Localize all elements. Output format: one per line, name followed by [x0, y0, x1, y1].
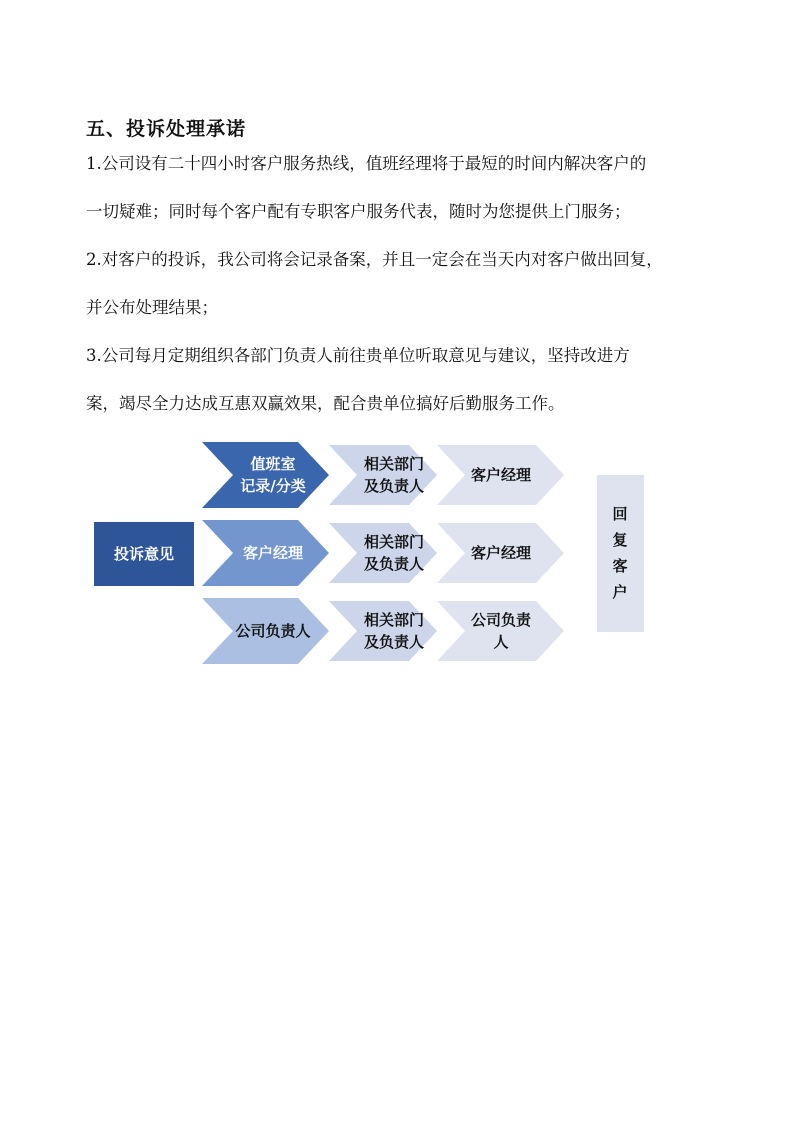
row-1-second-step-label-line-1: 相关部门	[363, 455, 425, 473]
row-3-third-step	[437, 601, 564, 661]
end-box	[597, 475, 644, 632]
paragraph-line-6: 案，竭尽全力达成互惠双赢效果，配合贵单位搞好后勤服务工作。	[86, 394, 565, 413]
end-box-label-line-3: 客	[612, 557, 628, 575]
row-1-first-step-label-line-2: 记录/分类	[240, 477, 306, 495]
paragraph-line-5: 3.公司每月定期组织各部门负责人前往贵单位听取意见与建议，坚持改进方	[86, 346, 630, 365]
paragraph-line-2: 一切疑难；同时每个客户配有专职客户服务代表，随时为您提供上门服务；	[86, 202, 631, 221]
row-3-third-step-label-line-1: 公司负责	[470, 611, 532, 629]
row-1-first-step	[202, 442, 329, 508]
row-2-second-step-label-line-1: 相关部门	[363, 533, 425, 551]
row-3-third-step-label-line-2: 人	[493, 633, 509, 651]
paragraph-line-4: 并公布处理结果；	[86, 298, 218, 317]
row-3-second-step-label-line-1: 相关部门	[363, 611, 425, 629]
row-1-third-step-label-line-1: 客户经理	[470, 466, 532, 484]
row-3-second-step	[329, 601, 437, 661]
end-box-label-line-1: 回	[612, 505, 628, 523]
row-2-third-step-label-line-1: 客户经理	[470, 544, 532, 562]
row-1-first-step-label-line-1: 值班室	[250, 455, 296, 473]
row-1-second-step-label-line-2: 及负责人	[363, 477, 425, 495]
paragraph-line-1: 1.公司设有二十四小时客户服务热线，值班经理将于最短的时间内解决客户的	[86, 154, 647, 173]
row-2-second-step	[329, 523, 437, 583]
row-2-second-step-label-line-2: 及负责人	[363, 555, 425, 573]
row-1-second-step	[329, 445, 437, 505]
end-box-label-line-2: 复	[612, 531, 628, 549]
paragraph-line-3: 2.对客户的投诉，我公司将会记录备案，并且一定会在当天内对客户做出回复，	[86, 250, 663, 269]
row-2-first-step-label-line-1: 客户经理	[242, 544, 304, 562]
row-3-first-step-label-line-1: 公司负责人	[235, 622, 311, 640]
row-3-second-step-label-line-2: 及负责人	[363, 633, 425, 651]
start-box-label-line-1: 投诉意见	[113, 545, 175, 563]
end-box-label-line-4: 户	[612, 583, 628, 601]
section-heading: 五、投诉处理承诺	[86, 118, 247, 140]
